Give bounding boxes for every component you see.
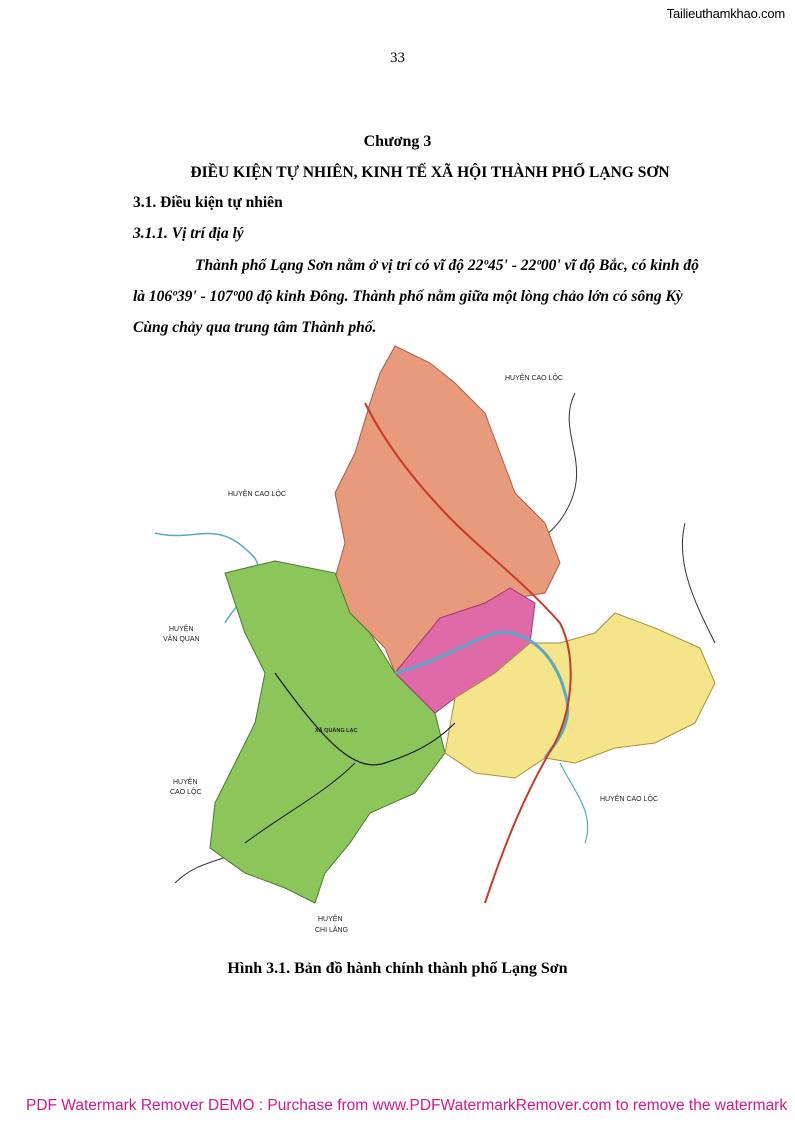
label-west-2: VĂN QUAN — [163, 636, 200, 643]
administrative-map — [155, 343, 725, 950]
label-southwest-2: CAO LỘC — [170, 789, 202, 796]
site-label: Tailieuthamkhao.com — [666, 6, 785, 21]
figure-caption: Hình 3.1. Bản đồ hành chính thành phố Lạng Sơn — [227, 960, 568, 977]
label-northwest: HUYỆN CAO LỘC — [228, 491, 286, 498]
label-commune: XÃ QUẢNG LẠC — [315, 728, 358, 734]
watermark-text: PDF Watermark Remover DEMO : Purchase from www.PDFWatermarkRemover.com to remove the watermark — [26, 1097, 788, 1114]
river-southeast — [560, 763, 588, 843]
chapter-heading: Chương 3 — [363, 133, 432, 150]
label-south-2: CHI LĂNG — [315, 927, 349, 934]
map-figure — [155, 343, 725, 950]
label-east: HUYỆN CAO LỘC — [600, 796, 658, 803]
label-south-1: HUYỆN — [318, 916, 343, 923]
subsection-heading: 3.1.1. Vị trí địa lý — [133, 225, 244, 242]
boundary-east — [682, 523, 715, 643]
label-west-1: HUYỆN — [169, 626, 194, 633]
label-southwest-1: HUYỆN — [173, 779, 198, 786]
label-north: HUYỆN CAO LỘC — [505, 375, 563, 382]
body-paragraph: Thành phố Lạng Sơn nằm ở vị trí có vĩ độ 22º45' - 22º00' vĩ độ Bắc, có kinh độ là 106º39' - 107º00 độ kinh Đông. Thành phố nằm giữa một lòng chảo lớn có sông Kỳ Cùng chảy qua trung tâm Thành phố. — [133, 257, 699, 336]
section-heading: 3.1. Điều kiện tự nhiên — [133, 194, 283, 211]
page-number: 33 — [390, 50, 405, 66]
chapter-title: ĐIỀU KIỆN TỰ NHIÊN, KINH TẾ XÃ HỘI THÀNH PHỐ LẠNG SƠN — [190, 164, 670, 181]
